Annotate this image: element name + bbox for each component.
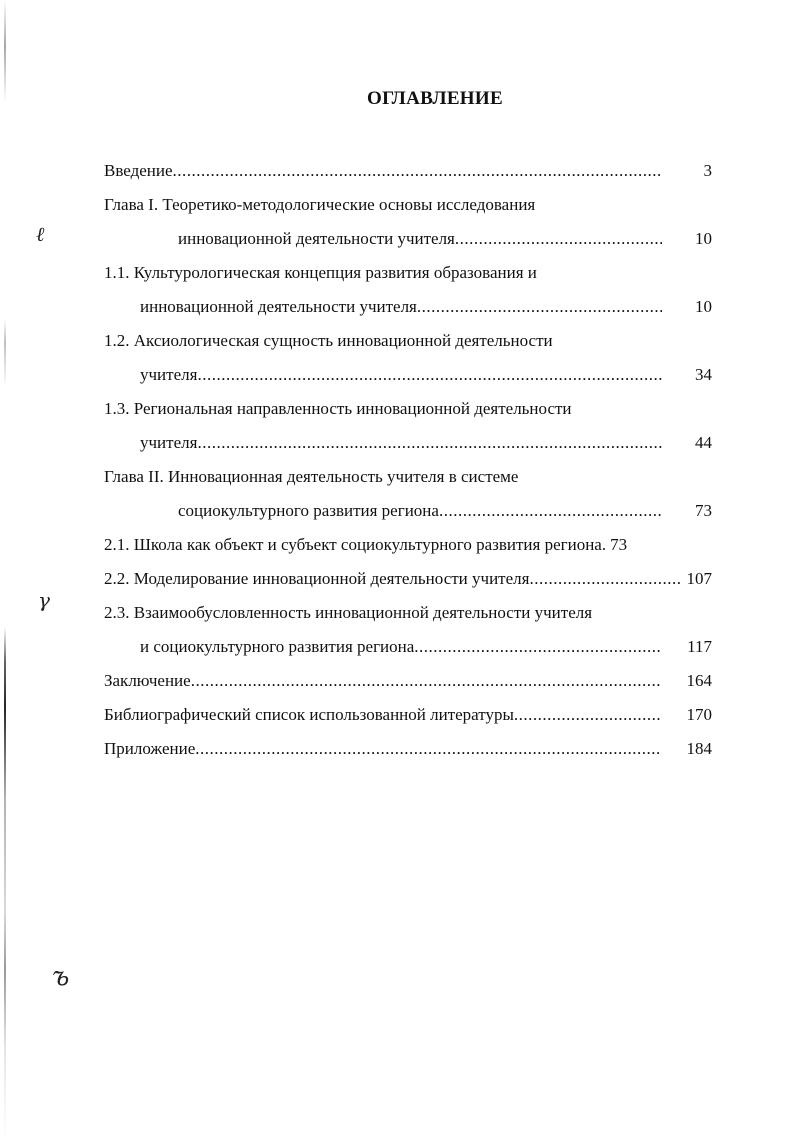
toc-page-number: 164	[686, 671, 712, 690]
scan-edge-shadow	[4, 0, 6, 1140]
toc-page-number: 107	[686, 569, 712, 588]
toc-entry-text: 2.1. Школа как объект и субъект социокультурного развития региона.	[104, 535, 607, 554]
toc-page-number: 117	[687, 637, 712, 656]
toc-entry-text: Приложение	[104, 739, 196, 758]
toc-leader-dots	[197, 426, 662, 460]
toc-entry-section-1-3-heading	[104, 392, 712, 426]
handwritten-mark-icon: ъ	[52, 962, 70, 992]
toc-leader-dots	[529, 562, 680, 596]
toc-page-number: 184	[686, 739, 712, 758]
toc-page-number: 10	[695, 229, 712, 248]
table-of-contents	[104, 154, 712, 766]
toc-entry-text: учителя	[140, 433, 198, 452]
toc-entry-section-2-2	[104, 562, 712, 596]
toc-entry-chapter-2-heading	[104, 460, 712, 494]
toc-entry-text: Введение	[104, 161, 173, 180]
toc-leader-dots	[191, 664, 662, 698]
toc-entry-introduction	[104, 154, 712, 188]
toc-leader-dots	[195, 732, 662, 766]
toc-entry-text: социокультурного развития региона	[178, 501, 439, 520]
toc-leader-dots	[455, 222, 662, 256]
toc-page-number: 10	[695, 297, 712, 316]
toc-page-number: 170	[686, 705, 712, 724]
toc-leader-dots	[414, 630, 662, 664]
toc-entry-chapter-1	[104, 222, 712, 256]
toc-entry-conclusion	[104, 664, 712, 698]
toc-leader-dots	[417, 290, 662, 324]
toc-entry-text: 1.2. Аксиологическая сущность инновационной деятельности	[104, 331, 553, 350]
toc-entry-text: 1.3. Региональная направленность инновационной деятельности	[104, 399, 572, 418]
toc-entry-bibliography	[104, 698, 712, 732]
toc-entry-section-2-3-heading	[104, 596, 712, 630]
toc-entry-text: Глава II. Инновационная деятельность учителя в системе	[104, 467, 519, 486]
toc-entry-text: и социокультурного развития региона	[140, 637, 415, 656]
toc-entry-text: инновационной деятельности учителя	[140, 297, 417, 316]
toc-entry-section-2-3	[104, 630, 712, 664]
toc-entry-text: 1.1. Культурологическая концепция развития образования и	[104, 263, 537, 282]
toc-entry-text: Библиографический список использованной литературы	[104, 705, 514, 724]
toc-entry-chapter-1-heading	[104, 188, 712, 222]
toc-entry-chapter-2	[104, 494, 712, 528]
toc-leader-dots	[173, 154, 662, 188]
toc-page-number: 73	[610, 535, 628, 554]
toc-page-number: 44	[695, 433, 712, 452]
toc-entry-text: Заключение	[104, 671, 191, 690]
toc-page-number: 34	[695, 365, 712, 384]
toc-entry-section-1-2	[104, 358, 712, 392]
page-title: ОГЛАВЛЕНИЕ	[367, 88, 503, 109]
toc-entry-text: Глава I. Теоретико-методологические основы исследования	[104, 195, 536, 214]
toc-entry-section-1-1	[104, 290, 712, 324]
handwritten-mark-icon: ℓ	[36, 222, 45, 246]
toc-entry-section-1-3	[104, 426, 712, 460]
toc-leader-dots	[514, 698, 662, 732]
toc-entry-section-1-1-heading	[104, 256, 712, 290]
toc-entry-section-1-2-heading	[104, 324, 712, 358]
toc-entry-appendix	[104, 732, 712, 766]
toc-entry-section-2-1	[104, 528, 712, 562]
handwritten-mark-icon: γ	[38, 588, 50, 612]
toc-page-number: 3	[703, 161, 712, 180]
toc-page-number: 73	[695, 501, 712, 520]
toc-entry-text: 2.2. Моделирование инновационной деятельности учителя	[104, 569, 530, 588]
toc-leader-dots	[197, 358, 662, 392]
toc-entry-text: 2.3. Взаимообусловленность инновационной деятельности учителя	[104, 603, 593, 622]
toc-leader-dots	[439, 494, 662, 528]
toc-entry-text: учителя	[140, 365, 198, 384]
toc-entry-text: инновационной деятельности учителя	[178, 229, 455, 248]
